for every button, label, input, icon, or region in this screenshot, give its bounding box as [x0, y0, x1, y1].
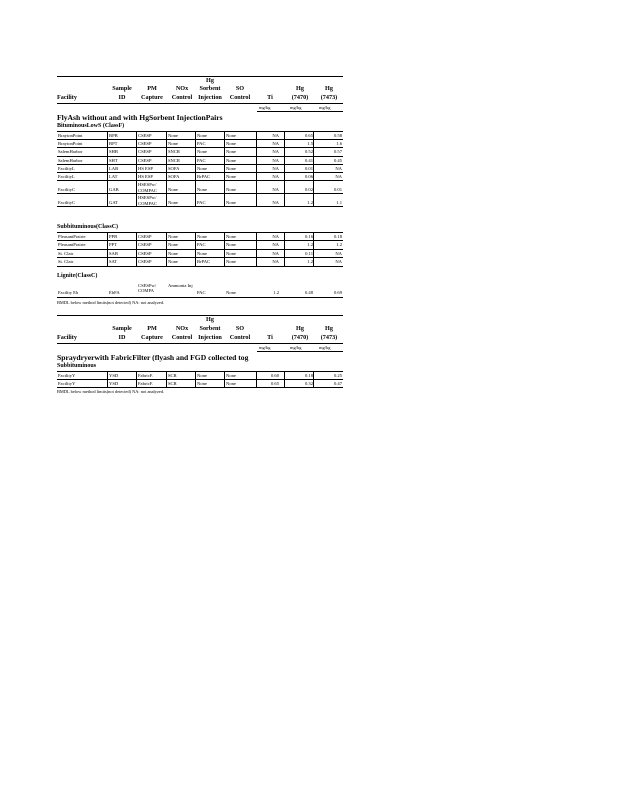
cell-ti: NA: [272, 187, 279, 193]
cell-ti: NA: [272, 259, 279, 265]
cell-sorbent-injection: BrPAC: [197, 259, 211, 265]
cell-sample-id: GAT: [109, 200, 118, 206]
cell-nox-control: SNCR: [168, 149, 181, 155]
cell-pm-capture: CSESP: [138, 149, 152, 155]
cell-hg-7470: 0.16: [304, 234, 313, 239]
cell-pm-capture: CSESPw/ COMPA: [138, 283, 157, 293]
cell-sample-id: SHT: [109, 157, 118, 163]
cell-pm-capture: CSESP: [138, 141, 152, 147]
cell-hg-7470: 0.48: [304, 290, 313, 295]
header-hg-7470-method: (7470): [291, 334, 309, 341]
cell-sample-id: LAT: [109, 174, 118, 179]
header-sorbent: Sorbent: [199, 85, 221, 92]
header-injection: Injection: [198, 334, 222, 341]
cell-pm-capture: HSESPw/ COMPAC: [138, 182, 157, 193]
cell-facility: PleasantPrairie: [58, 234, 86, 239]
cell-ti: 1.2: [273, 290, 279, 295]
unit-ti: mg/kg: [259, 105, 271, 110]
group-label-lignite: Lignite(ClassC): [57, 273, 98, 279]
cell-so-control: None: [226, 133, 236, 138]
cell-hg-7470: 1.5: [307, 141, 313, 147]
header-hg-7470-method: (7470): [291, 94, 309, 101]
cell-so-control: None: [226, 200, 236, 206]
cell-so-control: None: [226, 157, 236, 163]
cell-ti: 0.60: [270, 373, 279, 378]
header-so: SO: [235, 325, 245, 332]
cell-nox-control: SCR: [168, 381, 177, 387]
header-ti: Ti: [267, 94, 273, 101]
cell-sample-id: YSD: [109, 381, 119, 387]
cell-ti: NA: [272, 234, 279, 239]
cell-nox-control: None: [168, 141, 178, 147]
cell-ti: NA: [272, 165, 279, 171]
cell-sorbent-injection: None: [197, 149, 207, 155]
group-label-subbituminous: Subbituminous: [57, 363, 97, 369]
cell-sorbent-injection: PAC: [197, 157, 206, 163]
cell-hg-7473: NA: [335, 259, 342, 265]
cell-ti: NA: [272, 141, 279, 147]
cell-facility: SalemHarbor: [58, 157, 83, 163]
spray-dryer-table: [57, 314, 343, 404]
cell-hg-7470: 0.52: [304, 149, 313, 155]
cell-ti: NA: [272, 200, 279, 206]
cell-sample-id: YSD: [109, 373, 119, 378]
cell-so-control: None: [226, 259, 236, 265]
cell-ti: NA: [272, 133, 279, 138]
cell-pm-capture: FabricF.: [138, 381, 154, 387]
cell-facility: BraytonPoint: [58, 141, 83, 147]
cell-so-control: None: [226, 149, 236, 155]
header-rule: [57, 343, 343, 344]
cell-hg-7473: 0.45: [333, 157, 342, 163]
group-bottom-rule: [57, 206, 343, 207]
header-so-control: Control: [229, 94, 251, 101]
cell-hg-7473: 0.58: [333, 133, 342, 138]
cell-hg-7473: 0.18: [333, 234, 342, 239]
cell-so-control: None: [226, 165, 236, 171]
group-bottom-rule: [57, 297, 343, 298]
cell-pm-capture: CSESP: [138, 234, 152, 239]
cell-pm-capture: HSESPw/ COMPAC: [138, 195, 157, 206]
units-rule: [257, 111, 343, 112]
cell-so-control: None: [226, 290, 236, 295]
group-label-subbituminous: Subbituminous(ClassC): [57, 224, 119, 230]
cell-nox-control: None: [168, 242, 178, 248]
cell-sorbent-injection: None: [197, 187, 207, 193]
cell-nox-control: None: [168, 250, 178, 256]
cell-ti: NA: [272, 149, 279, 155]
cell-facility: SalemHarbor: [58, 149, 83, 155]
cell-nox-control: Ammonia Inj: [168, 283, 193, 288]
table-row: [57, 180, 343, 194]
cell-so-control: None: [226, 250, 236, 256]
cell-pm-capture: CSESP: [138, 242, 152, 248]
cell-facility: FacilityL: [58, 165, 75, 171]
cell-facility: FacilityY: [58, 373, 76, 378]
cell-hg-7470: 1.2: [307, 259, 313, 265]
cell-hg-7473: 0.47: [333, 381, 342, 387]
cell-so-control: None: [226, 381, 236, 387]
cell-nox-control: SNCR: [168, 157, 181, 163]
cell-sorbent-injection: BrPAC: [197, 174, 211, 179]
cell-nox-control: None: [168, 234, 178, 239]
table-note: BMDL below method limits(not detected) NA: not analyzed.: [57, 389, 165, 394]
group-bottom-rule: [57, 266, 343, 267]
cell-sorbent-injection: PAC: [197, 242, 206, 248]
unit-hg-7473: mg/kg: [319, 105, 331, 110]
header-hg-7470: Hg: [296, 325, 304, 332]
cell-hg-7470: 0.65: [304, 133, 313, 138]
cell-nox-control: SOFA: [168, 174, 180, 179]
cell-nox-control: None: [168, 187, 178, 193]
cell-hg-7470: 0.01: [304, 165, 313, 171]
header-facility: Facility: [57, 334, 77, 341]
header-sample: Sample: [112, 85, 132, 92]
cell-pm-capture: CSESP: [138, 250, 152, 256]
cell-so-control: None: [226, 141, 236, 147]
cell-facility: FacilityC: [58, 200, 76, 206]
cell-hg-7470: 1.2: [307, 242, 313, 248]
cell-hg-7473: NA: [335, 250, 342, 256]
header-injection: Injection: [198, 94, 222, 101]
unit-hg-7470: mg/kg: [290, 105, 302, 110]
header-hg-7473-method: (7473): [320, 94, 338, 101]
cell-ti: NA: [272, 157, 279, 163]
cell-pm-capture: CSESP: [138, 259, 152, 265]
header-id: ID: [118, 94, 126, 101]
cell-hg-7470: 0.41: [304, 157, 313, 163]
cell-sample-id: LAB: [109, 165, 119, 171]
cell-nox-control: None: [168, 200, 178, 206]
cell-sample-id: BPB: [109, 133, 118, 138]
header-nox-control: Control: [171, 334, 193, 341]
cell-sorbent-injection: None: [197, 250, 207, 256]
cell-facility: FacilityY: [58, 381, 76, 387]
cell-sample-id: SAB: [109, 250, 118, 256]
cell-hg-7473: 0.69: [333, 290, 342, 295]
cell-pm-capture: HS ESP: [138, 174, 153, 179]
header-pm: PM: [147, 85, 157, 92]
cell-so-control: None: [226, 242, 236, 248]
cell-facility: FacilityL: [58, 174, 75, 179]
cell-facility: St. Clair: [58, 250, 74, 256]
cell-hg-7473: 0.57: [333, 149, 342, 155]
cell-hg-7470: 0.18: [304, 373, 313, 378]
header-so: SO: [235, 85, 245, 92]
cell-sample-id: PPT: [109, 242, 117, 248]
cell-hg-7473: 1.6: [336, 141, 342, 147]
cell-facility: St. Clair: [58, 259, 74, 265]
cell-sample-id: SAT: [109, 259, 118, 265]
table-note: BMDL below method limits(not detected) NA: not analyzed.: [57, 300, 165, 305]
cell-sorbent-injection: PAC: [197, 141, 206, 147]
cell-sample-id: EhFA: [109, 290, 120, 295]
cell-facility: BraytonPoint: [58, 133, 83, 138]
cell-ti: NA: [272, 174, 279, 179]
cell-ti: 0.65: [270, 381, 279, 387]
cell-hg-7473: 1.2: [336, 242, 342, 248]
header-sorbent: Sorbent: [199, 325, 221, 332]
cell-so-control: None: [226, 373, 236, 378]
header-hg-7473: Hg: [325, 85, 333, 92]
cell-nox-control: None: [168, 259, 178, 265]
cell-ti: NA: [272, 242, 279, 248]
header-hg-top: Hg: [206, 316, 214, 323]
table-row: [57, 283, 343, 297]
cell-nox-control: None: [168, 133, 178, 138]
header-sample: Sample: [112, 325, 132, 332]
header-hg-7473-method: (7473): [320, 334, 338, 341]
unit-ti: mg/kg: [259, 345, 271, 350]
cell-facility: PleasantPrairie: [58, 242, 86, 248]
cell-facility: Facility Eh: [58, 290, 79, 295]
header-hg-7473: Hg: [325, 325, 333, 332]
header-pm: PM: [147, 325, 157, 332]
cell-nox-control: SCR: [168, 373, 177, 378]
cell-sorbent-injection: None: [197, 381, 207, 387]
header-nox: NOx: [175, 325, 189, 332]
cell-facility: FacilityC: [58, 187, 76, 193]
table-row: [57, 193, 343, 207]
cell-hg-7473: 0.01: [333, 187, 342, 193]
cell-sorbent-injection: None: [197, 133, 207, 138]
flyash-table: [57, 74, 343, 304]
units-rule: [257, 351, 343, 352]
cell-sorbent-injection: PAC: [197, 290, 206, 295]
cell-hg-7473: 1.1: [336, 200, 342, 206]
table-title: FlyAsh without and with HgSorbent InjectionPairs: [57, 113, 223, 122]
cell-hg-7470: 0.32: [304, 381, 313, 387]
cell-hg-7473: NA: [335, 165, 342, 171]
header-capture: Capture: [141, 94, 163, 101]
header-hg-top: Hg: [206, 77, 214, 84]
header-nox: NOx: [175, 85, 189, 92]
cell-sample-id: SHB: [109, 149, 118, 155]
table-title: Spraydryerwith FabricFilter (flyash and FGD collected tog: [57, 353, 249, 362]
header-facility: Facility: [57, 94, 77, 101]
cell-pm-capture: FabricF.: [138, 373, 154, 378]
cell-hg-7470: 1.2: [307, 200, 313, 206]
cell-hg-7470: 0.02: [304, 187, 313, 193]
cell-sample-id: PPB: [109, 234, 118, 239]
cell-hg-7470: 0.11: [305, 250, 313, 256]
cell-sorbent-injection: None: [197, 165, 207, 171]
cell-so-control: None: [226, 187, 236, 193]
cell-ti: NA: [272, 250, 279, 256]
header-hg-7470: Hg: [296, 85, 304, 92]
cell-so-control: None: [226, 174, 236, 179]
unit-hg-7470: mg/kg: [290, 345, 302, 350]
header-so-control: Control: [229, 334, 251, 341]
cell-sorbent-injection: None: [197, 373, 207, 378]
group-label-bituminous: BituminousLowS (ClassF): [57, 123, 125, 129]
cell-hg-7470: 0.06: [304, 174, 313, 179]
header-id: ID: [118, 334, 126, 341]
cell-so-control: None: [226, 234, 236, 239]
cell-pm-capture: HS ESP: [138, 165, 153, 171]
header-nox-control: Control: [171, 94, 193, 101]
cell-sample-id: GAB: [109, 187, 119, 193]
cell-hg-7473: NA: [335, 174, 342, 179]
cell-sample-id: BPT: [109, 141, 118, 147]
header-rule: [57, 103, 343, 104]
cell-sorbent-injection: None: [197, 234, 207, 239]
header-ti: Ti: [267, 334, 273, 341]
unit-hg-7473: mg/kg: [319, 345, 331, 350]
cell-pm-capture: CSESP: [138, 133, 152, 138]
cell-sorbent-injection: PAC: [197, 200, 206, 206]
header-capture: Capture: [141, 334, 163, 341]
cell-hg-7473: 0.25: [333, 373, 342, 378]
cell-pm-capture: CSESP: [138, 157, 152, 163]
cell-nox-control: SOFA: [168, 165, 180, 171]
